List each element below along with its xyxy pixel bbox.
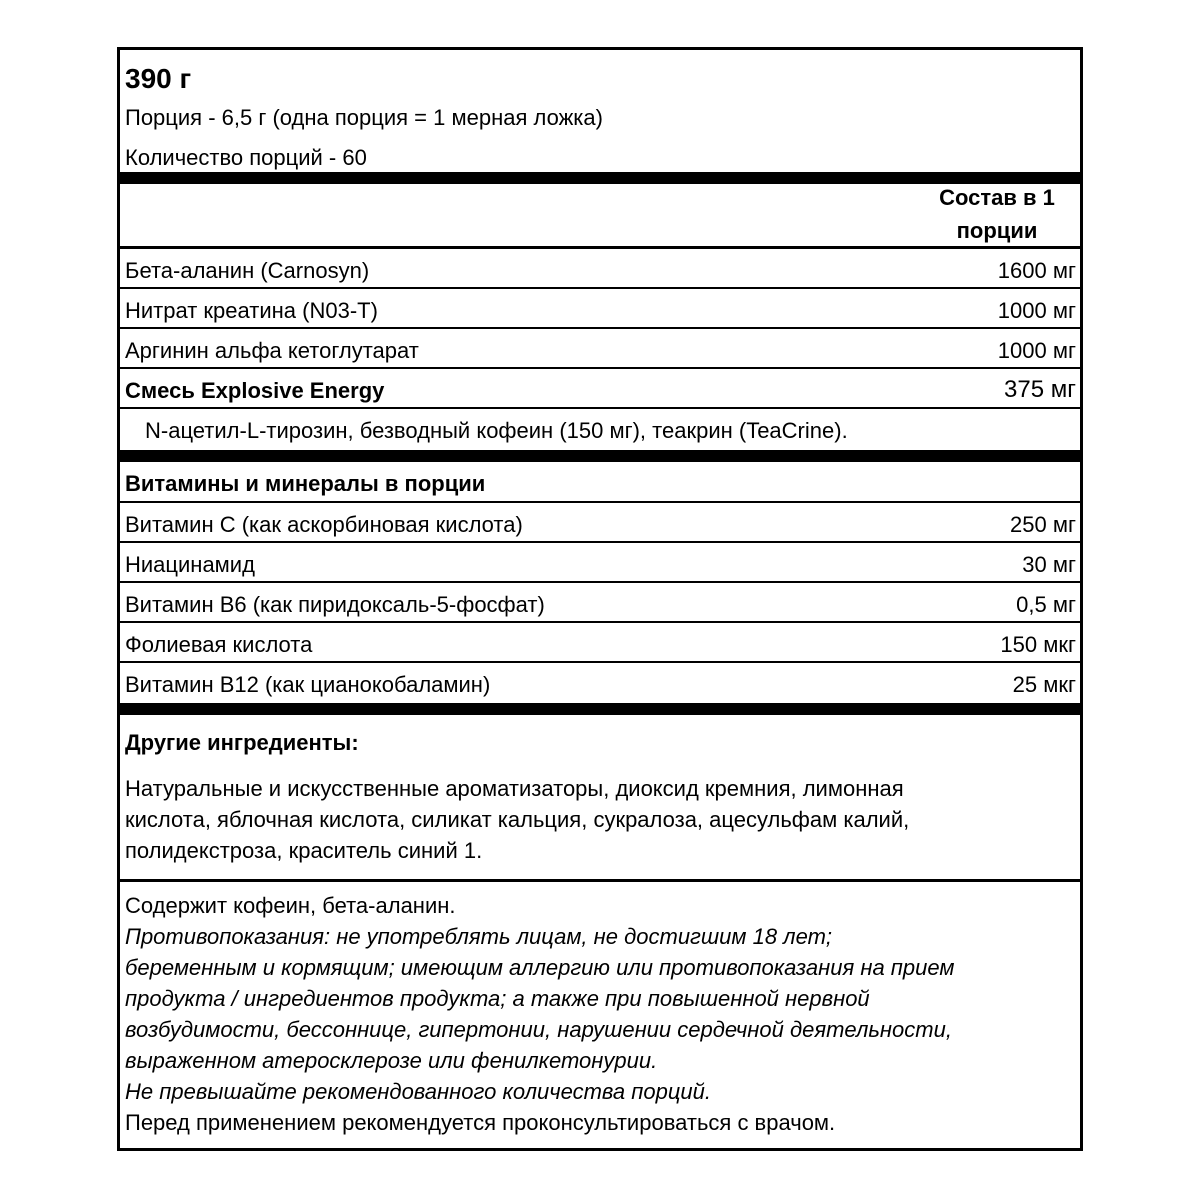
vitamins-title: Витамины и минералы в порции	[125, 471, 486, 496]
ingredient-amount: 1000 мг	[997, 338, 1076, 363]
other-ingredients-line: Натуральные и искусственные ароматизаторы, диоксид кремния, лимонная	[125, 776, 904, 801]
blend-amount: 375 мг	[1004, 376, 1076, 403]
contraindications-line: беременным и кормящим; имеющим аллергию или противопоказания на прием	[125, 955, 955, 980]
divider	[120, 661, 1080, 663]
servings-count: Количество порций - 60	[125, 145, 367, 170]
divider	[120, 367, 1080, 369]
divider	[120, 327, 1080, 329]
contraindications-line: выраженном атеросклерозе или фенилкетонурии.	[125, 1048, 658, 1073]
divider-thick	[120, 703, 1080, 715]
vitamin-amount: 250 мг	[1010, 512, 1076, 537]
nutrition-label	[117, 47, 1083, 1151]
blend-contents: N-ацетил-L-тирозин, безводный кофеин (150 мг), теакрин (TeaCrine).	[145, 418, 848, 443]
divider	[120, 879, 1080, 882]
divider	[120, 541, 1080, 543]
ingredient-name: Бета-аланин (Carnosyn)	[125, 258, 370, 283]
vitamin-amount: 30 мг	[1022, 552, 1076, 577]
contraindications-line: Противопоказания: не употреблять лицам, не достигшим 18 лет;	[125, 924, 833, 949]
vitamin-amount: 150 мкг	[1000, 632, 1076, 657]
divider	[120, 621, 1080, 623]
contraindications-line: возбудимости, бессоннице, гипертонии, нарушении сердечной деятельности,	[125, 1017, 952, 1042]
other-ingredients-line: кислота, яблочная кислота, силикат кальция, сукралоза, ацесульфам калий,	[125, 807, 910, 832]
other-ingredients-line: полидекстроза, краситель синий 1.	[125, 838, 483, 863]
net-weight: 390 г	[125, 63, 192, 94]
vitamin-name: Витамин В6 (как пиридоксаль-5-фосфат)	[125, 592, 545, 617]
ingredient-amount: 1000 мг	[997, 298, 1076, 323]
vitamin-name: Фолиевая кислота	[125, 632, 313, 657]
divider	[120, 581, 1080, 583]
vitamin-name: Ниацинамид	[125, 552, 255, 577]
other-ingredients-title: Другие ингредиенты:	[125, 730, 359, 755]
divider	[120, 287, 1080, 289]
vitamin-amount: 25 мкг	[1012, 672, 1076, 697]
max-servings-warning: Не превышайте рекомендованного количества порций.	[125, 1079, 712, 1104]
divider	[120, 407, 1080, 409]
serving-size: Порция - 6,5 г (одна порция = 1 мерная ложка)	[125, 105, 603, 130]
ingredient-name: Аргинин альфа кетоглутарат	[125, 338, 419, 363]
vitamin-name: Витамин В12 (как цианокобаламин)	[125, 672, 491, 697]
ingredient-amount: 1600 мг	[997, 258, 1076, 283]
divider-thick	[120, 450, 1080, 462]
ingredient-name: Нитрат креатина (N03-T)	[125, 298, 378, 323]
blend-name: Смесь Explosive Energy	[125, 378, 385, 403]
divider	[120, 246, 1080, 249]
divider	[120, 501, 1080, 503]
contraindications-line: продукта / ингредиентов продукта; а также при повышенной нервной	[125, 986, 870, 1011]
column-header-line2: порции	[956, 218, 1038, 243]
consult-doctor-notice: Перед применением рекомендуется проконсультироваться с врачом.	[125, 1110, 836, 1135]
vitamin-amount: 0,5 мг	[1016, 592, 1076, 617]
contains-notice: Содержит кофеин, бета-аланин.	[125, 893, 456, 918]
vitamin-name: Витамин С (как аскорбиновая кислота)	[125, 512, 523, 537]
divider-thick	[120, 172, 1080, 184]
column-header-line1: Состав в 1	[939, 185, 1055, 210]
